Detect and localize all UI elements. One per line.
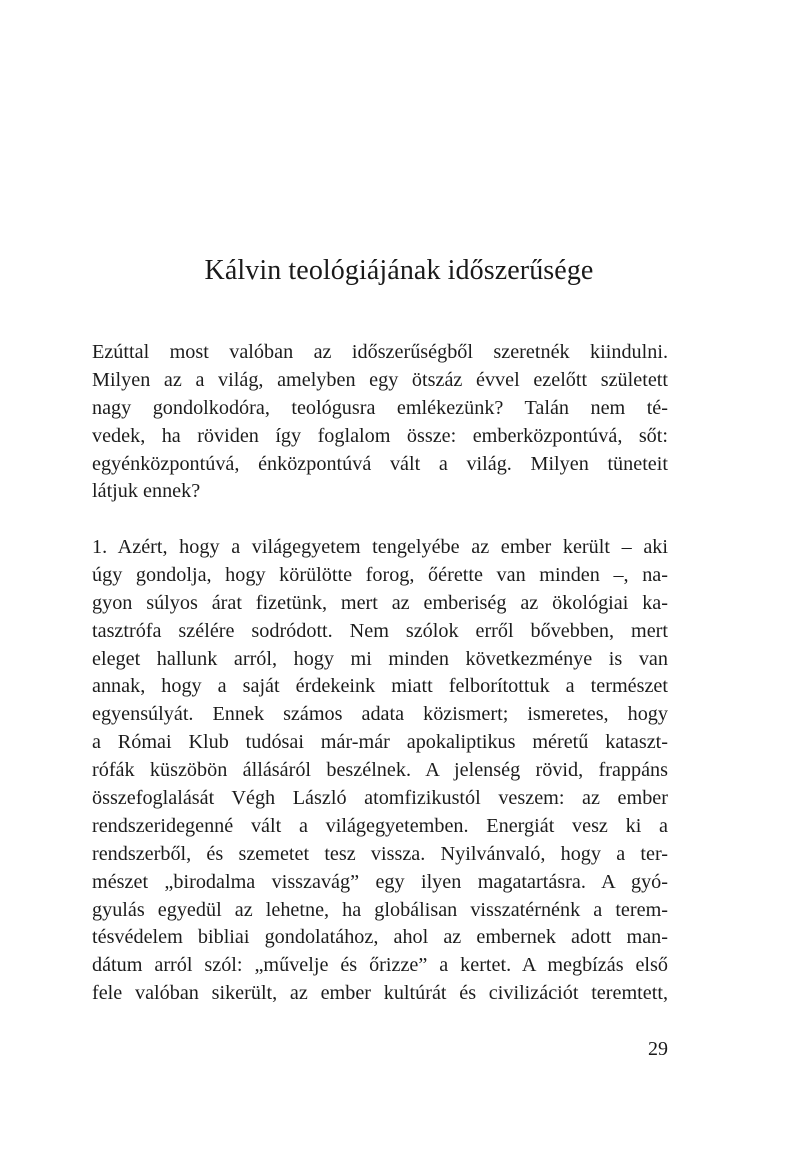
paragraph-point-1 (92, 534, 668, 1008)
text-line: vedek, ha röviden így foglalom össze: emberközpontúvá, sőt: (92, 424, 668, 447)
text-line: egyénközpontúvá, énközpontúvá vált a világ. Milyen tüneteit (92, 452, 668, 475)
text-line: tésvédelem bibliai gondolatához, ahol az embernek adott man- (92, 926, 668, 949)
text-line: nagy gondolkodóra, teológusra emlékezünk? Talán nem té- (92, 396, 668, 419)
text-line: úgy gondolja, hogy körülötte forog, őérette van minden –, na- (92, 563, 668, 586)
text-line: 1. Azért, hogy a világegyetem tengelyébe az ember került – aki (92, 536, 668, 558)
text-line: Ezúttal most valóban az időszerűségből szeretnék kiindulni. (92, 341, 668, 363)
text-line: tasztrófa szélére sodródott. Nem szólok erről bővebben, mert (92, 619, 668, 642)
text-line: összefoglalását Végh László atomfizikustól veszem: az ember (92, 787, 668, 810)
text-line: Milyen az a világ, amelyben egy ötszáz évvel ezelőtt született (92, 368, 668, 391)
text-line: egyensúlyát. Ennek számos adata közismert; ismeretes, hogy (92, 703, 668, 726)
text-line: látjuk ennek? (92, 480, 201, 503)
text-line: annak, hogy a saját érdekeink miatt felborítottuk a természet (92, 675, 668, 698)
text-line: rendszerből, és szemetet tesz vissza. Nyilvánvaló, hogy a ter- (92, 842, 668, 865)
text-line: gyulás egyedül az lehetne, ha globálisan visszatérnénk a terem- (92, 898, 668, 921)
text-line: rófák küszöbön állásáról beszélnek. A jelenség rövid, frappáns (92, 759, 668, 782)
text-line: dátum arról szól: „művelje és őrizze” a kertet. A megbízás első (92, 954, 668, 977)
text-line: mészet „birodalma visszavág” egy ilyen magatartásra. A gyó- (92, 870, 668, 893)
text-line: a Római Klub tudósai már-már apokaliptikus méretű kataszt- (92, 731, 668, 754)
page-number: 29 (648, 1038, 668, 1060)
text-line: gyon súlyos árat fizetünk, mert az emberiség az ökológiai ka- (92, 591, 668, 614)
paragraph-intro (92, 339, 668, 506)
text-line: eleget hallunk arról, hogy mi minden következménye is van (92, 647, 668, 670)
text-line: rendszeridegenné vált a világegyetemben. Energiát vesz ki a (92, 814, 668, 837)
text-line: fele valóban sikerült, az ember kultúrát és civilizációt teremtett, (92, 982, 668, 1005)
chapter-title: Kálvin teológiájának időszerűsége (204, 255, 594, 286)
